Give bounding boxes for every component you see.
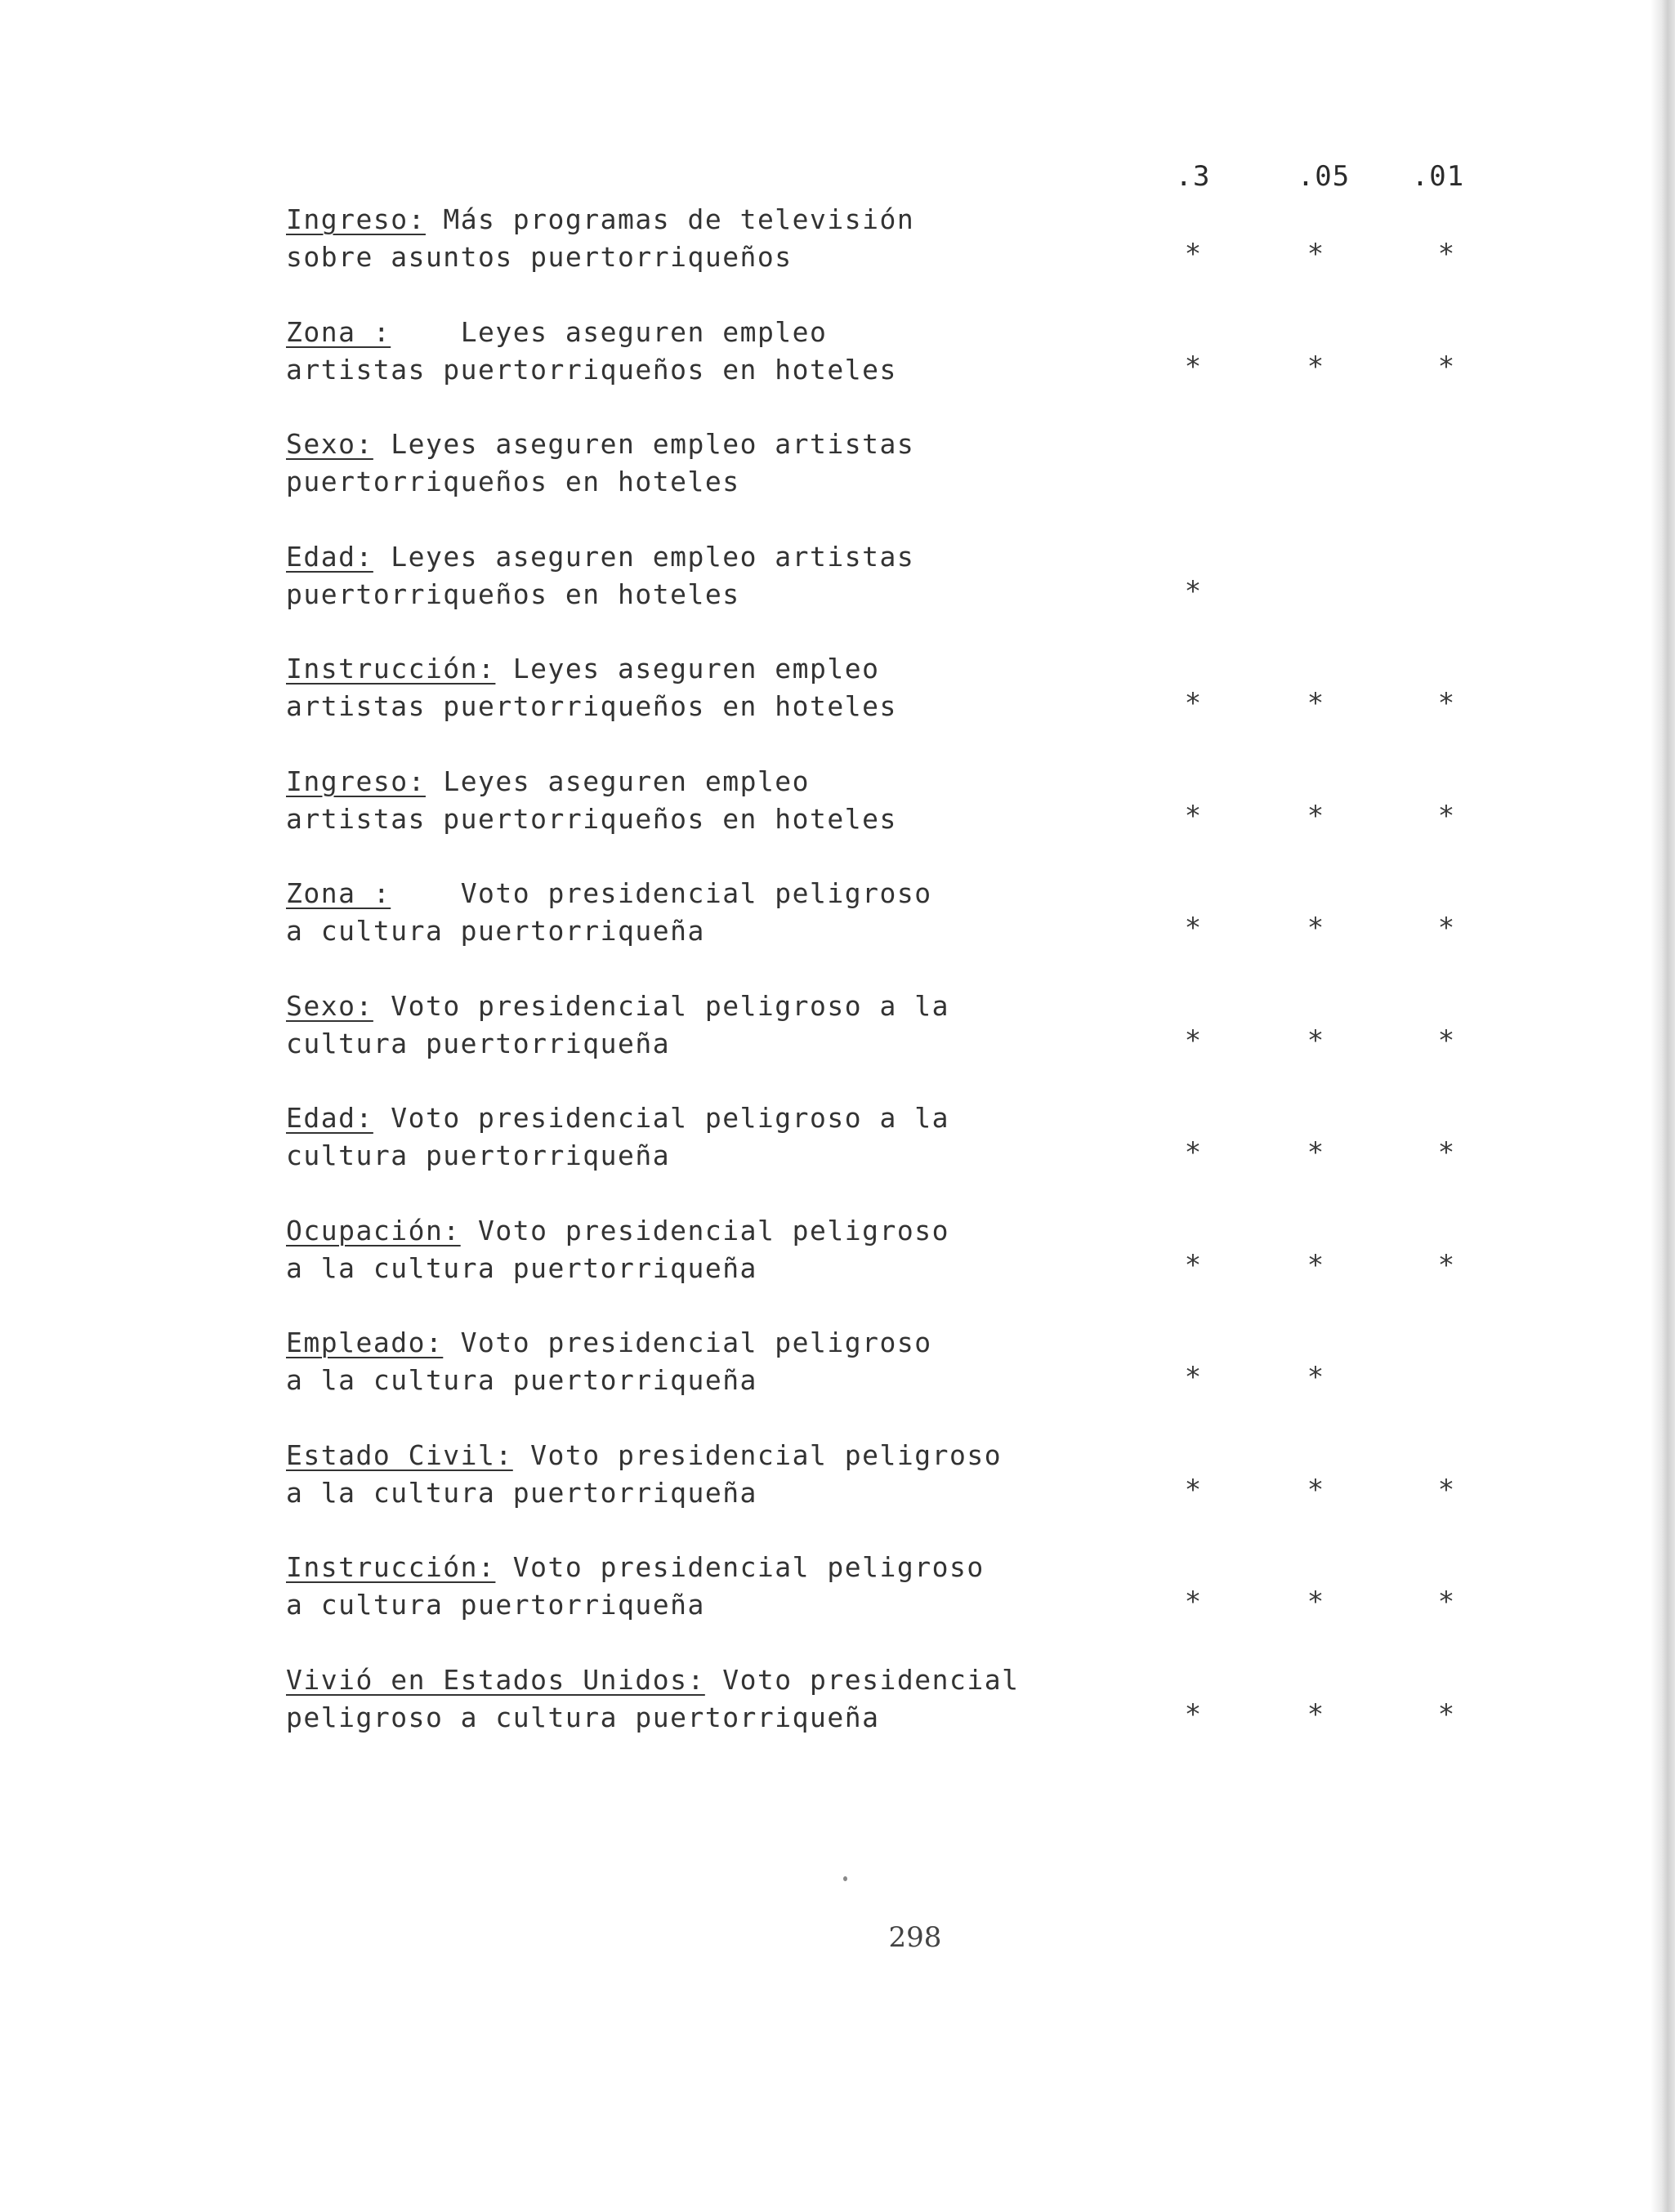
mark-col-05: * (1306, 912, 1324, 944)
entry-row (286, 538, 1512, 651)
mark-col-01: * (1437, 1697, 1455, 1731)
entry-line-1-text: Voto presidencial peligroso (495, 1551, 985, 1583)
entry-line-1 (286, 1212, 1021, 1250)
entry-list (286, 201, 1512, 1773)
entry-line-2: artistas puertorriqueños en hoteles (286, 690, 897, 722)
mark-col-3: * (1184, 1697, 1202, 1731)
entry-label: Ingreso: (286, 203, 426, 235)
entry-line-2: sobre asuntos puertorriqueños (286, 241, 793, 273)
header-col-05: .05 (1297, 160, 1351, 193)
entry-line-1 (286, 988, 1021, 1025)
entry-label: Vivió en Estados Unidos: (286, 1663, 705, 1696)
entry-line-1 (286, 314, 1021, 351)
entry-text (286, 1099, 1021, 1175)
mark-col-05: * (1306, 1585, 1324, 1618)
entry-line-2: artistas puertorriqueños en hoteles (286, 802, 897, 835)
significance-marks (1128, 909, 1503, 947)
significance-marks (1128, 1696, 1503, 1733)
entry-label: Edad: (286, 1102, 373, 1134)
significance-marks (1128, 685, 1503, 722)
paper-speck (843, 1876, 847, 1881)
mark-col-05: * (1306, 1361, 1324, 1394)
entry-line-1-text: Leyes aseguren empleo (495, 653, 880, 685)
entry-text (286, 1324, 1021, 1399)
entry-label: Ocupación: (286, 1214, 461, 1246)
entry-text (286, 201, 1021, 276)
entry-label: Sexo: (286, 428, 373, 460)
entry-label: Zona : (286, 315, 391, 348)
entry-row (286, 763, 1512, 876)
entry-line-1 (286, 763, 1021, 801)
entry-line-1 (286, 650, 1021, 688)
page-number: 298 (888, 1921, 942, 1954)
entry-row (286, 1549, 1512, 1661)
entry-line-2: a la cultura puertorriqueña (286, 1364, 757, 1396)
entry-row (286, 1437, 1512, 1550)
entry-line-2: puertorriqueños en hoteles (286, 466, 740, 497)
entry-line-1 (286, 1437, 1021, 1474)
mark-col-01: * (1437, 1136, 1455, 1169)
entry-row (286, 201, 1512, 314)
entry-text (286, 988, 1021, 1063)
entry-text (286, 875, 1021, 950)
entry-text (286, 650, 1021, 725)
mark-col-3: * (1184, 799, 1202, 832)
entry-line-2: puertorriqueños en hoteles (286, 578, 740, 610)
entry-label: Ingreso: (286, 765, 426, 797)
entry-line-2: a la cultura puertorriqueña (286, 1251, 757, 1284)
entry-row (286, 1099, 1512, 1212)
entry-line-2: cultura puertorriqueña (286, 1027, 671, 1059)
mark-col-05: * (1306, 238, 1324, 270)
entry-text (286, 1549, 1021, 1624)
entry-line-1 (286, 1549, 1021, 1586)
entry-line-1 (286, 201, 1021, 239)
mark-col-05: * (1306, 1023, 1324, 1057)
mark-col-05: * (1306, 799, 1324, 832)
entry-label: Edad: (286, 540, 373, 573)
mark-col-3: * (1184, 574, 1202, 608)
mark-col-3: * (1184, 238, 1202, 270)
entry-row (286, 875, 1512, 988)
entry-line-2: a cultura puertorriqueña (286, 1589, 705, 1621)
entry-line-1 (286, 538, 1021, 576)
entry-text (286, 1437, 1021, 1512)
entry-row (286, 426, 1512, 538)
mark-col-01: * (1437, 687, 1455, 720)
mark-col-05: * (1306, 1248, 1324, 1282)
entry-line-1 (286, 1661, 1021, 1699)
mark-col-01: * (1437, 799, 1455, 832)
entry-text (286, 426, 1021, 501)
mark-col-3: * (1184, 1023, 1202, 1057)
mark-col-3: * (1184, 1473, 1202, 1506)
mark-col-01: * (1437, 912, 1455, 944)
entry-text (286, 314, 1021, 389)
mark-col-01: * (1437, 238, 1455, 270)
entry-label: Instrucción: (286, 1551, 496, 1583)
significance-marks (1128, 1358, 1503, 1396)
significance-marks (1128, 797, 1503, 835)
header-col-01: .01 (1411, 160, 1465, 193)
mark-col-05: * (1306, 350, 1324, 383)
significance-marks (1128, 348, 1503, 386)
mark-col-01: * (1437, 1023, 1455, 1057)
entry-line-2: a la cultura puertorriqueña (286, 1476, 757, 1509)
mark-col-05: * (1306, 1136, 1324, 1169)
entry-label: Estado Civil: (286, 1438, 513, 1471)
mark-col-3: * (1184, 350, 1202, 383)
significance-marks (1128, 1022, 1503, 1059)
entry-row (286, 650, 1512, 763)
entry-line-1-text: Voto presidencial peligroso (443, 1327, 932, 1358)
significance-header (1128, 160, 1503, 193)
entry-line-1-text: Leyes aseguren empleo artistas (373, 540, 915, 573)
entry-row (286, 988, 1512, 1100)
significance-marks (1128, 1134, 1503, 1171)
entry-label: Zona : (286, 877, 391, 909)
entry-row (286, 1324, 1512, 1437)
mark-col-01: * (1437, 350, 1455, 383)
entry-line-1-text: Voto presidencial peligroso (460, 1214, 949, 1246)
entry-line-1-text: Voto presidencial peligroso (391, 877, 932, 909)
mark-col-3: * (1184, 1136, 1202, 1169)
entry-label: Empleado: (286, 1327, 444, 1358)
mark-col-05: * (1306, 687, 1324, 720)
entry-line-1-text: Leyes aseguren empleo artistas (373, 428, 915, 460)
significance-marks (1128, 1583, 1503, 1621)
mark-col-3: * (1184, 1585, 1202, 1618)
entry-line-2: artistas puertorriqueños en hoteles (286, 353, 897, 386)
entry-line-1-text: Voto presidencial peligroso (512, 1438, 1003, 1471)
mark-col-05: * (1306, 1473, 1324, 1506)
mark-col-3: * (1184, 1248, 1202, 1282)
entry-line-1-text: Leyes aseguren empleo (391, 315, 828, 348)
significance-marks (1128, 1471, 1503, 1509)
entry-line-1 (286, 1099, 1021, 1137)
entry-line-1 (286, 875, 1021, 912)
entry-line-1 (286, 1324, 1021, 1362)
entry-line-1 (286, 426, 1021, 463)
entry-line-2: a cultura puertorriqueña (286, 915, 705, 947)
significance-marks (1128, 235, 1503, 273)
mark-col-05: * (1306, 1697, 1324, 1731)
significance-marks (1128, 460, 1503, 497)
entry-text (286, 763, 1021, 838)
mark-col-3: * (1184, 912, 1202, 944)
entry-line-1-text: Voto presidencial peligroso a la (373, 989, 949, 1022)
entry-line-1-text: Voto presidencial (704, 1663, 1020, 1696)
entry-text (286, 538, 1021, 613)
entry-label: Instrucción: (286, 653, 496, 685)
page-edge-shadow (1650, 0, 1675, 2212)
significance-marks (1128, 1246, 1503, 1284)
entry-row (286, 314, 1512, 426)
significance-marks (1128, 573, 1503, 610)
entry-label: Sexo: (286, 989, 373, 1022)
entry-row (286, 1661, 1512, 1774)
entry-line-2: cultura puertorriqueña (286, 1139, 671, 1171)
mark-col-01: * (1437, 1473, 1455, 1506)
entry-line-1-text: Leyes aseguren empleo (425, 765, 811, 797)
mark-col-01: * (1437, 1248, 1455, 1282)
entry-row (286, 1212, 1512, 1325)
mark-col-3: * (1184, 687, 1202, 720)
entry-line-1-text: Voto presidencial peligroso a la (373, 1102, 949, 1134)
entry-text (286, 1661, 1021, 1737)
entry-line-2: peligroso a cultura puertorriqueña (286, 1701, 880, 1733)
header-col-3: .3 (1175, 160, 1211, 193)
entry-line-1-text: Más programas de televisión (425, 203, 915, 235)
entry-text (286, 1212, 1021, 1287)
mark-col-01: * (1437, 1585, 1455, 1618)
mark-col-3: * (1184, 1361, 1202, 1394)
